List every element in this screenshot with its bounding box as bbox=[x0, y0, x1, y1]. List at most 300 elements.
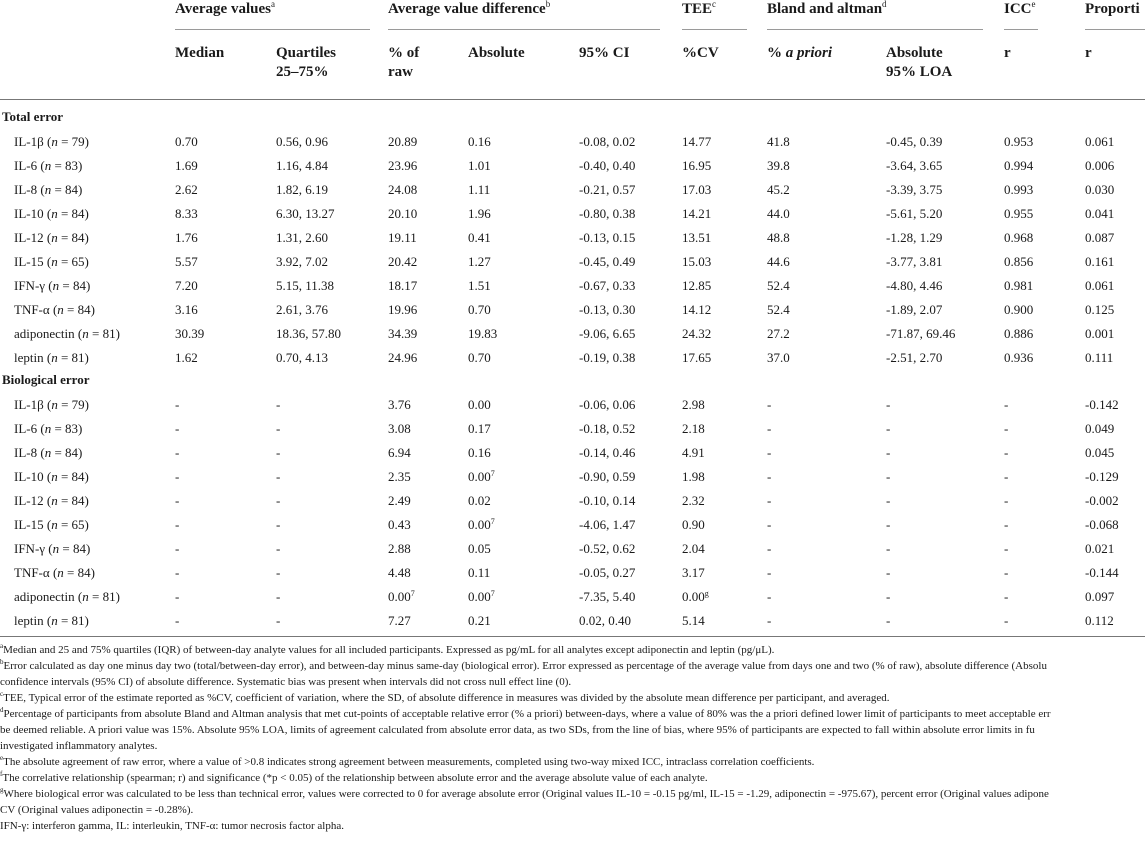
cell-apr: - bbox=[767, 613, 772, 628]
cell-ci: -7.35, 5.40 bbox=[579, 589, 636, 604]
cell-pct: 2.35 bbox=[388, 469, 411, 484]
cell-abs: 0.17 bbox=[468, 421, 491, 436]
cell-prop: -0.002 bbox=[1085, 493, 1119, 508]
analyte-name: IL-1β bbox=[14, 397, 44, 412]
cell-abs: 0.00 bbox=[468, 397, 491, 412]
cell-quart: - bbox=[276, 445, 281, 460]
cell-pct: 0.43 bbox=[388, 517, 411, 532]
footnote-text: investigated inflammatory analytes. bbox=[0, 740, 158, 752]
cell-apr: 39.8 bbox=[767, 158, 790, 173]
cell-median: - bbox=[175, 421, 180, 436]
cell-median: - bbox=[175, 613, 180, 628]
cell-prop: -0.129 bbox=[1085, 469, 1119, 484]
footnote-line bbox=[0, 754, 814, 770]
cell-abs: 0.16 bbox=[468, 445, 491, 460]
group-underline-tee bbox=[682, 29, 747, 30]
cell-abs: 0.21 bbox=[468, 613, 491, 628]
group-header-icc: ICCe bbox=[1004, 0, 1036, 17]
analyte-label: IL-6 (n = 83) bbox=[14, 421, 83, 436]
cell-ci: -0.10, 0.14 bbox=[579, 493, 636, 508]
footnote-line bbox=[0, 818, 344, 834]
footnote-marker: 7 bbox=[490, 589, 495, 598]
cell-icc: 0.981 bbox=[1004, 278, 1034, 293]
sample-size: 84 bbox=[77, 302, 91, 317]
cell-apr: - bbox=[767, 469, 772, 484]
table-row bbox=[0, 250, 1145, 274]
cell-median: 2.62 bbox=[175, 182, 198, 197]
cell-cv: 2.98 bbox=[682, 397, 705, 412]
footnote-marker: c bbox=[0, 690, 4, 698]
cell-pct: 24.96 bbox=[388, 350, 418, 365]
analyte-name: IL-15 bbox=[14, 517, 44, 532]
cell-pct: 20.10 bbox=[388, 206, 418, 221]
subheader-a-priori: % a priori bbox=[767, 45, 833, 61]
cell-apr: - bbox=[767, 565, 772, 580]
analyte-label: IL-8 (n = 84) bbox=[14, 182, 83, 197]
cell-prop: 0.061 bbox=[1085, 278, 1115, 293]
cell-prop: -0.142 bbox=[1085, 397, 1119, 412]
cell-abs: 1.96 bbox=[468, 206, 491, 221]
subheader-quartiles: Quartiles 25–75% bbox=[276, 45, 336, 80]
cell-cv: 16.95 bbox=[682, 158, 712, 173]
analyte-name: leptin bbox=[14, 613, 44, 628]
footnote-marker: a bbox=[0, 642, 4, 650]
cell-icc: - bbox=[1004, 541, 1009, 556]
analyte-label: IL-12 (n = 84) bbox=[14, 493, 89, 508]
cell-abs: 0.00$^7$ bbox=[468, 517, 495, 532]
subheader-prop-r: r bbox=[1085, 45, 1092, 61]
sample-size: 79 bbox=[71, 134, 85, 149]
group-underline-proportional bbox=[1085, 29, 1145, 30]
cell-pct: 3.08 bbox=[388, 421, 411, 436]
cell-abs: 0.02 bbox=[468, 493, 491, 508]
group-underline-average-value-difference bbox=[388, 29, 660, 30]
footnote-line bbox=[0, 770, 708, 786]
subheader-cv: %CV bbox=[682, 45, 719, 61]
analyte-label: IFN-γ (n = 84) bbox=[14, 278, 91, 293]
cell-pct: 24.08 bbox=[388, 182, 418, 197]
cell-quart: 1.82, 6.19 bbox=[276, 182, 328, 197]
cell-ci: -0.06, 0.06 bbox=[579, 397, 636, 412]
cell-median: 5.57 bbox=[175, 254, 198, 269]
cell-apr: - bbox=[767, 541, 772, 556]
cell-abs: 1.11 bbox=[468, 182, 491, 197]
analyte-label: leptin (n = 81) bbox=[14, 613, 89, 628]
analyte-label: IL-15 (n = 65) bbox=[14, 517, 89, 532]
table-row bbox=[0, 130, 1145, 154]
table-row bbox=[0, 441, 1145, 465]
sample-size: 84 bbox=[71, 230, 85, 245]
cell-median: - bbox=[175, 469, 180, 484]
cell-quart: 6.30, 13.27 bbox=[276, 206, 335, 221]
cell-cv: 3.17 bbox=[682, 565, 705, 580]
cell-icc: 0.993 bbox=[1004, 182, 1034, 197]
cell-ci: -0.13, 0.15 bbox=[579, 230, 636, 245]
analyte-name: TNF-α bbox=[14, 302, 50, 317]
sample-size: 81 bbox=[102, 326, 116, 341]
cell-loa: - bbox=[886, 613, 891, 628]
cell-ci: -0.19, 0.38 bbox=[579, 350, 636, 365]
cell-prop: 0.006 bbox=[1085, 158, 1115, 173]
cell-pct: 2.88 bbox=[388, 541, 411, 556]
cell-icc: - bbox=[1004, 589, 1009, 604]
analyte-name: adiponectin bbox=[14, 326, 75, 341]
cell-icc: - bbox=[1004, 421, 1009, 436]
cell-cv: 14.12 bbox=[682, 302, 712, 317]
subheader-absolute: Absolute bbox=[468, 45, 525, 61]
cell-icc: - bbox=[1004, 445, 1009, 460]
analyte-name: IL-15 bbox=[14, 254, 44, 269]
cell-prop: 0.125 bbox=[1085, 302, 1115, 317]
sample-size: 84 bbox=[71, 469, 85, 484]
subheader-loa: Absolute 95% LOA bbox=[886, 45, 953, 80]
cell-abs: 0.00$^7$ bbox=[468, 469, 495, 484]
cell-icc: - bbox=[1004, 565, 1009, 580]
table-row bbox=[0, 178, 1145, 202]
cell-icc: - bbox=[1004, 517, 1009, 532]
cell-loa: -1.89, 2.07 bbox=[886, 302, 943, 317]
analyte-label: TNF-α (n = 84) bbox=[14, 302, 95, 317]
table-row bbox=[0, 202, 1145, 226]
cell-quart: 2.61, 3.76 bbox=[276, 302, 328, 317]
analyte-name: IFN-γ bbox=[14, 541, 46, 556]
cell-ci: -0.90, 0.59 bbox=[579, 469, 636, 484]
cell-cv: 17.03 bbox=[682, 182, 712, 197]
cell-ci: -0.80, 0.38 bbox=[579, 206, 636, 221]
cell-icc: - bbox=[1004, 613, 1009, 628]
cell-cv: 5.14 bbox=[682, 613, 705, 628]
footnote-line bbox=[0, 738, 157, 754]
cell-quart: 3.92, 7.02 bbox=[276, 254, 328, 269]
cell-ci: -0.45, 0.49 bbox=[579, 254, 636, 269]
cell-median: - bbox=[175, 589, 180, 604]
cell-pct: 7.27 bbox=[388, 613, 411, 628]
footnote-text: Error calculated as day one minus day two (total/between-day error), and between-day minus same-day (biological error). Error expressed as percentage of the average value from days one and two (% of raw), absolute difference (Absolu bbox=[3, 660, 1047, 672]
cell-abs: 0.00$^7$ bbox=[468, 589, 495, 604]
cell-cv: 17.65 bbox=[682, 350, 712, 365]
group-header-bland-altman: Bland and altman$^d$ bbox=[767, 0, 887, 17]
cell-loa: - bbox=[886, 541, 891, 556]
cell-loa: - bbox=[886, 397, 891, 412]
cell-abs: 0.41 bbox=[468, 230, 491, 245]
cell-pct: 4.48 bbox=[388, 565, 411, 580]
analyte-label: adiponectin (n = 81) bbox=[14, 589, 120, 604]
footnote-text: TEE, Typical error of the estimate reported as %CV, coefficient of variation, where the SD, of absolute difference in measures was divided by the absolute mean difference per participant, and averaged. bbox=[3, 692, 890, 704]
section-total-error: Total error bbox=[2, 109, 64, 124]
cell-median: 1.69 bbox=[175, 158, 198, 173]
analyte-name: IL-8 bbox=[14, 182, 38, 197]
sample-size: 81 bbox=[71, 350, 85, 365]
analyte-label: IL-8 (n = 84) bbox=[14, 445, 83, 460]
cell-icc: 0.886 bbox=[1004, 326, 1034, 341]
analyte-label: adiponectin (n = 81) bbox=[14, 326, 120, 341]
cell-prop: 0.087 bbox=[1085, 230, 1115, 245]
cell-loa: -1.28, 1.29 bbox=[886, 230, 943, 245]
analyte-name: IL-6 bbox=[14, 158, 38, 173]
cell-pct: 2.49 bbox=[388, 493, 411, 508]
cell-pct: 20.42 bbox=[388, 254, 418, 269]
footnote-marker: e bbox=[0, 754, 4, 762]
cell-quart: - bbox=[276, 421, 281, 436]
cell-icc: 0.856 bbox=[1004, 254, 1034, 269]
cell-median: 3.16 bbox=[175, 302, 198, 317]
sample-size: 83 bbox=[65, 421, 79, 436]
cell-loa: - bbox=[886, 517, 891, 532]
cell-quart: 1.31, 2.60 bbox=[276, 230, 328, 245]
cell-icc: 0.968 bbox=[1004, 230, 1034, 245]
cell-cv: 13.51 bbox=[682, 230, 712, 245]
cell-apr: 52.4 bbox=[767, 302, 790, 317]
sample-size: 65 bbox=[71, 517, 85, 532]
cell-ci: -9.06, 6.65 bbox=[579, 326, 636, 341]
cell-quart: - bbox=[276, 613, 281, 628]
subheader-95ci: 95% CI bbox=[579, 45, 630, 61]
cell-abs: 1.01 bbox=[468, 158, 491, 173]
sample-size: 84 bbox=[71, 206, 85, 221]
analyte-name: TNF-α bbox=[14, 565, 50, 580]
cell-pct: 20.89 bbox=[388, 134, 418, 149]
cell-quart: - bbox=[276, 565, 281, 580]
analyte-name: adiponectin bbox=[14, 589, 75, 604]
table-row bbox=[0, 393, 1145, 417]
analyte-label: IL-10 (n = 84) bbox=[14, 206, 89, 221]
cell-icc: 0.953 bbox=[1004, 134, 1034, 149]
analyte-name: IL-10 bbox=[14, 206, 44, 221]
cell-cv: 15.03 bbox=[682, 254, 712, 269]
cell-loa: - bbox=[886, 445, 891, 460]
cell-median: - bbox=[175, 565, 180, 580]
table-row bbox=[0, 537, 1145, 561]
cell-quart: - bbox=[276, 469, 281, 484]
footnote-text: The absolute agreement of raw error, where a value of >0.8 indicates strong agreement between measurements, completed using two-way mixed ICC, intraclass correlation coefficients. bbox=[3, 756, 815, 768]
cell-cv: 24.32 bbox=[682, 326, 712, 341]
cell-quart: 0.56, 0.96 bbox=[276, 134, 328, 149]
cell-cv: 2.18 bbox=[682, 421, 705, 436]
footnote-line bbox=[0, 706, 1051, 722]
cell-quart: 5.15, 11.38 bbox=[276, 278, 335, 293]
cell-apr: 44.6 bbox=[767, 254, 790, 269]
cell-abs: 0.11 bbox=[468, 565, 491, 580]
header-bottom-rule bbox=[0, 99, 1145, 100]
cell-pct: 18.17 bbox=[388, 278, 418, 293]
analyte-name: IL-12 bbox=[14, 493, 44, 508]
footnote-line bbox=[0, 690, 890, 706]
cell-median: - bbox=[175, 445, 180, 460]
cell-icc: - bbox=[1004, 469, 1009, 484]
cell-ci: -0.08, 0.02 bbox=[579, 134, 636, 149]
footnote-marker: g bbox=[0, 786, 4, 794]
cell-pct: 3.76 bbox=[388, 397, 411, 412]
cell-apr: 41.8 bbox=[767, 134, 790, 149]
analyte-label: TNF-α (n = 84) bbox=[14, 565, 95, 580]
analyte-name: IL-6 bbox=[14, 421, 38, 436]
cell-median: - bbox=[175, 397, 180, 412]
table-row bbox=[0, 417, 1145, 441]
cell-apr: - bbox=[767, 421, 772, 436]
table-row bbox=[0, 513, 1145, 537]
sample-size: 79 bbox=[71, 397, 85, 412]
cell-abs: 0.16 bbox=[468, 134, 491, 149]
sample-size: 81 bbox=[102, 589, 116, 604]
cell-prop: 0.112 bbox=[1085, 613, 1114, 628]
cell-cv: 1.98 bbox=[682, 469, 705, 484]
cell-cv: 12.85 bbox=[682, 278, 712, 293]
cell-prop: -0.068 bbox=[1085, 517, 1119, 532]
footnote-marker: 7 bbox=[490, 469, 495, 478]
analyte-label: leptin (n = 81) bbox=[14, 350, 89, 365]
sample-size: 84 bbox=[72, 541, 86, 556]
cell-quart: - bbox=[276, 541, 281, 556]
analyte-name: IL-10 bbox=[14, 469, 44, 484]
footnote-line bbox=[0, 674, 571, 690]
section-biological-error: Biological error bbox=[2, 372, 90, 387]
footnote-text: Median and 25 and 75% quartiles (IQR) of between-day analyte values for all included participants. Expressed as pg/mL for all analytes except adiponectin and leptin (pg/μL). bbox=[3, 644, 775, 656]
cell-icc: 0.994 bbox=[1004, 158, 1034, 173]
cell-icc: 0.900 bbox=[1004, 302, 1034, 317]
analyte-label: IL-6 (n = 83) bbox=[14, 158, 83, 173]
cell-apr: 37.0 bbox=[767, 350, 790, 365]
cell-apr: 48.8 bbox=[767, 230, 790, 245]
cell-loa: - bbox=[886, 565, 891, 580]
group-underline-bland-altman bbox=[767, 29, 983, 30]
footnote-marker: f bbox=[0, 770, 3, 778]
footnote-text: be deemed reliable. A priori value was 15%. Absolute 95% LOA, limits of agreement calculated from absolute error data, as two SDs, from the line of bias, where 95% of participants are expected to fall within absolute error limits in fu bbox=[0, 724, 1035, 736]
sample-size: 84 bbox=[71, 493, 85, 508]
footnote-text: confidence intervals (95% CI) of absolute difference. Systematic bias was present when intervals did not cross null effect line (0). bbox=[0, 676, 572, 688]
cell-median: 30.39 bbox=[175, 326, 205, 341]
cell-pct: 34.39 bbox=[388, 326, 418, 341]
cell-cv: 2.04 bbox=[682, 541, 705, 556]
cell-quart: - bbox=[276, 397, 281, 412]
cell-icc: - bbox=[1004, 493, 1009, 508]
cell-apr: 44.0 bbox=[767, 206, 790, 221]
footnote-marker: b bbox=[0, 658, 4, 666]
analyte-name: IL-12 bbox=[14, 230, 44, 245]
cell-loa: - bbox=[886, 589, 891, 604]
footnote-text: CV (Original values adiponectin = -0.28%). bbox=[0, 804, 194, 816]
cell-abs: 1.27 bbox=[468, 254, 491, 269]
cell-median: - bbox=[175, 493, 180, 508]
cell-abs: 1.51 bbox=[468, 278, 491, 293]
analyte-name: IFN-γ bbox=[14, 278, 46, 293]
footnote-line bbox=[0, 802, 193, 818]
footnote-text: IFN-γ: interferon gamma, IL: interleukin, TNF-α: tumor necrosis factor alpha. bbox=[0, 820, 344, 832]
cell-cv: 14.77 bbox=[682, 134, 712, 149]
cell-apr: 52.4 bbox=[767, 278, 790, 293]
cell-loa: -3.77, 3.81 bbox=[886, 254, 943, 269]
cell-prop: 0.030 bbox=[1085, 182, 1115, 197]
footnote-text: Percentage of participants from absolute Bland and Altman analysis that met cut-points of acceptable relative error (% a priori) between-days, where a value of 80% was the a priori defined lower limit of participants to meet acceptable err bbox=[3, 708, 1051, 720]
table-row bbox=[0, 609, 1145, 633]
cell-icc: - bbox=[1004, 397, 1009, 412]
cell-apr: - bbox=[767, 445, 772, 460]
cell-apr: - bbox=[767, 397, 772, 412]
cell-apr: - bbox=[767, 517, 772, 532]
cell-median: 8.33 bbox=[175, 206, 198, 221]
footnote-line bbox=[0, 642, 774, 658]
cell-abs: 0.70 bbox=[468, 302, 491, 317]
subheader-median: Median bbox=[175, 45, 225, 61]
cell-quart: - bbox=[276, 589, 281, 604]
table-row bbox=[0, 298, 1145, 322]
footnote-text: The correlative relationship (spearman; r) and significance (*p < 0.05) of the relationship between absolute error and the average absolute value of each analyte. bbox=[2, 772, 708, 784]
table-row bbox=[0, 465, 1145, 489]
cell-prop: 0.111 bbox=[1085, 350, 1114, 365]
cell-loa: -3.39, 3.75 bbox=[886, 182, 943, 197]
cell-cv: 4.91 bbox=[682, 445, 705, 460]
sample-size: 84 bbox=[65, 445, 79, 460]
cell-prop: -0.144 bbox=[1085, 565, 1119, 580]
footnote-line bbox=[0, 658, 1047, 674]
cell-ci: -0.18, 0.52 bbox=[579, 421, 636, 436]
cell-median: 1.62 bbox=[175, 350, 198, 365]
cell-cv: 0.00$^g$ bbox=[682, 589, 709, 604]
analyte-name: IL-1β bbox=[14, 134, 44, 149]
cell-prop: 0.041 bbox=[1085, 206, 1115, 221]
cell-icc: 0.955 bbox=[1004, 206, 1034, 221]
cell-apr: 27.2 bbox=[767, 326, 790, 341]
cell-apr: 45.2 bbox=[767, 182, 790, 197]
table-bottom-rule bbox=[0, 636, 1145, 637]
sample-size: 84 bbox=[77, 565, 91, 580]
cell-icc: 0.936 bbox=[1004, 350, 1034, 365]
analyte-name: leptin bbox=[14, 350, 44, 365]
cell-pct: 19.96 bbox=[388, 302, 418, 317]
group-header-tee: TEE$^c$ bbox=[682, 0, 717, 17]
group-header-average-value-difference: Average value difference$^b$ bbox=[388, 0, 551, 17]
cell-median: 7.20 bbox=[175, 278, 198, 293]
cell-prop: 0.097 bbox=[1085, 589, 1115, 604]
cell-quart: - bbox=[276, 493, 281, 508]
cell-cv: 0.90 bbox=[682, 517, 705, 532]
sample-size: 83 bbox=[65, 158, 79, 173]
sample-size: 81 bbox=[71, 613, 85, 628]
cell-quart: - bbox=[276, 517, 281, 532]
cell-median: 1.76 bbox=[175, 230, 198, 245]
analyte-label: IL-15 (n = 65) bbox=[14, 254, 89, 269]
cell-apr: - bbox=[767, 493, 772, 508]
cell-ci: -0.21, 0.57 bbox=[579, 182, 636, 197]
cell-prop: 0.049 bbox=[1085, 421, 1115, 436]
table-row bbox=[0, 274, 1145, 298]
cell-cv: 2.32 bbox=[682, 493, 705, 508]
group-underline-average-values bbox=[175, 29, 370, 30]
cell-pct: 6.94 bbox=[388, 445, 411, 460]
cell-median: - bbox=[175, 517, 180, 532]
cell-loa: -2.51, 2.70 bbox=[886, 350, 943, 365]
table-row bbox=[0, 154, 1145, 178]
cell-loa: - bbox=[886, 421, 891, 436]
sample-size: 84 bbox=[72, 278, 86, 293]
footnote-marker: 7 bbox=[410, 589, 415, 598]
cell-ci: -4.06, 1.47 bbox=[579, 517, 636, 532]
cell-loa: -4.80, 4.46 bbox=[886, 278, 943, 293]
cell-ci: -0.52, 0.62 bbox=[579, 541, 636, 556]
analyte-label: IL-1β (n = 79) bbox=[14, 397, 89, 412]
cell-quart: 18.36, 57.80 bbox=[276, 326, 341, 341]
subheader-icc-r: r bbox=[1004, 45, 1011, 61]
table-row bbox=[0, 346, 1145, 370]
cell-ci: -0.13, 0.30 bbox=[579, 302, 636, 317]
analyte-label: IL-1β (n = 79) bbox=[14, 134, 89, 149]
cell-ci: -0.40, 0.40 bbox=[579, 158, 636, 173]
analyte-label: IL-10 (n = 84) bbox=[14, 469, 89, 484]
group-header-average-values: Average values$^a$ bbox=[175, 0, 275, 17]
cell-loa: -5.61, 5.20 bbox=[886, 206, 943, 221]
table-row bbox=[0, 585, 1145, 609]
cell-prop: 0.001 bbox=[1085, 326, 1115, 341]
analyte-name: IL-8 bbox=[14, 445, 38, 460]
